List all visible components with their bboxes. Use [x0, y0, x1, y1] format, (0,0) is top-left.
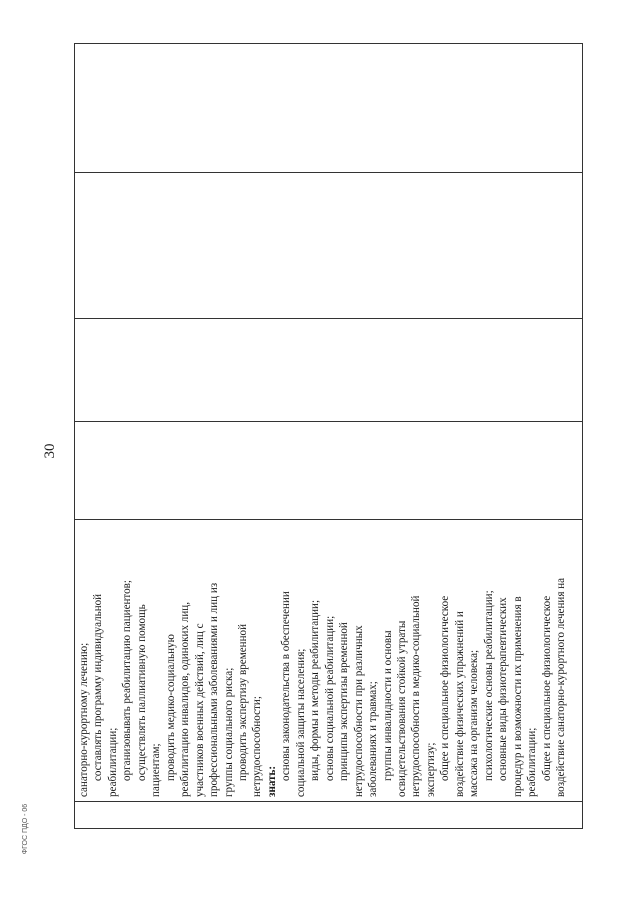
text-line: реабилитации;	[526, 727, 539, 797]
text-line: осуществлять паллиативную помощь	[135, 604, 148, 781]
text-line: проводить медико-социальную	[164, 634, 177, 781]
text-line: экспертизу;	[424, 742, 437, 797]
text-line: составлять программу индивидуальной	[92, 593, 105, 781]
table-cell-empty	[75, 422, 583, 520]
text-line: группы социального риска;	[222, 667, 235, 797]
text-line: профессиональными заболеваниями и лиц из	[208, 582, 221, 797]
text-line: психологические основы реабилитации;	[482, 590, 495, 781]
text-line: общее и специальное физиологическое	[540, 595, 553, 781]
text-line: нетрудоспособности;	[251, 696, 264, 797]
page-number: 30	[42, 443, 58, 459]
text-line: санаторно-курортному лечению;	[78, 642, 90, 797]
text-line: основные виды физиотерапевтических	[497, 597, 510, 781]
text-line: процедур и возможности их применения в	[511, 596, 524, 797]
text-line: реабилитацию инвалидов, одиноких лиц,	[179, 602, 192, 797]
table-page	[74, 44, 583, 829]
description-text	[75, 520, 568, 801]
table-cell-empty	[75, 319, 583, 422]
table-cell-empty	[75, 44, 583, 173]
text-line: социальной защиты населения;	[294, 648, 307, 797]
text-line: освидетельствования стойкой утраты	[395, 620, 408, 797]
text-line: реабилитации;	[106, 727, 119, 797]
text-line: общее и специальное физиологическое	[439, 595, 452, 781]
text-line: нетрудоспособности при различных	[352, 625, 365, 797]
text-line: основы социальной реабилитации;	[323, 615, 336, 781]
competency-table	[74, 43, 583, 829]
text-line: принципы экспертизы временной	[338, 622, 351, 781]
text-line: заболеваниях и травмах;	[367, 681, 380, 797]
section-heading: знать:	[265, 765, 278, 797]
table-cell-description	[75, 520, 583, 829]
index-column	[75, 801, 582, 828]
text-line: пациентам;	[150, 743, 163, 797]
text-line: воздействие санаторно-курортного лечения на	[554, 577, 567, 797]
text-line: воздействие физических упражнений и	[453, 611, 466, 797]
text-line: организовывать реабилитацию пациентов;	[121, 580, 134, 781]
text-line: массажа на организм человека;	[468, 649, 481, 797]
text-line: участников военных действий, лиц с	[193, 623, 206, 797]
table-cell-empty	[75, 173, 583, 319]
text-line: нетрудоспособности в медико-социальной	[410, 595, 423, 797]
form-code: ФГОС ПДО - 06	[22, 803, 29, 855]
text-line: группы инвалидности и основы	[381, 630, 394, 781]
text-line: виды, формы и методы реабилитации;	[309, 599, 322, 781]
text-line: проводить экспертизу временной	[236, 623, 249, 781]
text-line: основы законодательства в обеспечении	[280, 591, 293, 781]
